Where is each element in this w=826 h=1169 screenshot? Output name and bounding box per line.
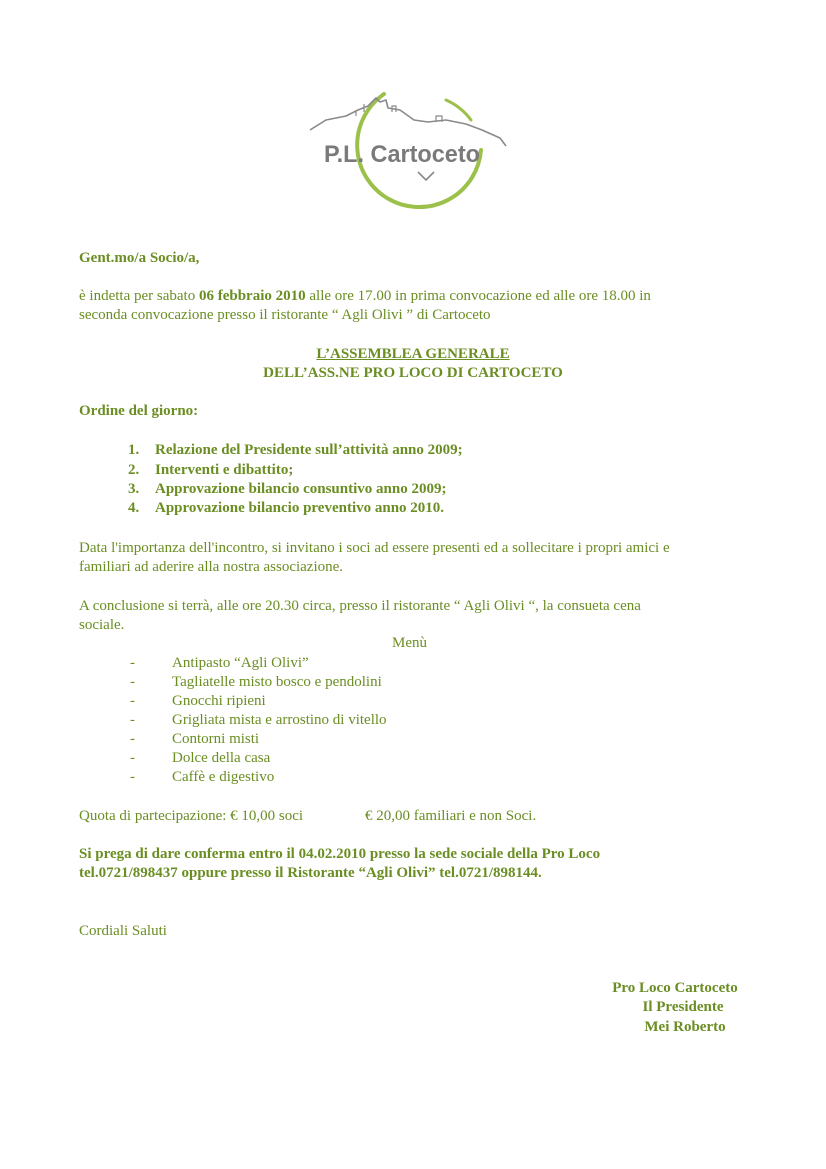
agenda-item-number: 3. [128,481,140,497]
logo-chevron [418,172,434,180]
agenda-item-number: 2. [128,462,140,478]
menu-item-text: Gnocchi ripieni [172,693,266,709]
intro-line-1 [79,287,651,306]
invite-line-2: familiari ad aderire alla nostra associazione. [79,559,344,575]
dinner-line-2: sociale. [79,617,125,633]
menu-bullet: - [130,655,135,671]
menu-bullet: - [130,693,135,709]
agenda-item-number: 4. [128,500,140,516]
assembly-heading-line-1: L’ASSEMBLEA GENERALE [316,346,510,362]
pro-loco-logo [296,80,518,216]
agenda-title: Ordine del giorno: [79,403,199,419]
confirm-line-2: tel.0721/898437 oppure presso il Ristorante “Agli Olivi” tel.0721/898144. [79,865,542,881]
intro-line-2: seconda convocazione presso il ristorante “ Agli Olivi ” di Cartoceto [79,307,491,323]
menu-item-text: Antipasto “Agli Olivi” [172,655,309,671]
closing: Cordiali Saluti [79,923,167,939]
signature-name: Mei Roberto [644,1019,726,1035]
menu-bullet: - [130,750,135,766]
logo-town-silhouette [310,98,506,146]
intro-text-start: è indetta per sabato [79,288,199,304]
menu-bullet: - [130,769,135,785]
menu-bullet: - [130,731,135,747]
signature-role: Il Presidente [642,999,724,1015]
menu-item-text: Grigliata mista e arrostino di vitello [172,712,387,728]
fee-members: Quota di partecipazione: € 10,00 soci [79,808,304,824]
logo-text: P.L. Cartoceto [324,141,480,168]
menu-item-text: Tagliatelle misto bosco e pendolini [172,674,382,690]
menu-item-text: Contorni misti [172,731,260,747]
meeting-date: 06 febbraio 2010 [198,288,306,304]
menu-title: Menù [392,635,427,651]
confirm-line-1: Si prega di dare conferma entro il 04.02.2010 presso la sede sociale della Pro Loco [79,846,601,862]
logo-circle-arc-inner [446,100,471,120]
greeting: Gent.mo/a Socio/a, [79,250,200,266]
menu-item-text: Dolce della casa [172,750,271,766]
agenda-item-text: Relazione del Presidente sull’attività anno 2009; [155,442,463,458]
assembly-heading-line-2: DELL’ASS.NE PRO LOCO DI CARTOCETO [263,365,563,381]
invite-line-1: Data l'importanza dell'incontro, si invitano i soci ad essere presenti ed a sollecitare i propri amici e [79,540,670,556]
menu-bullet: - [130,674,135,690]
signature-org: Pro Loco Cartoceto [612,980,738,996]
dinner-line-1: A conclusione si terrà, alle ore 20.30 circa, presso il ristorante “ Agli Olivi “, la consueta cena [79,598,641,614]
menu-item-text: Caffè e digestivo [172,769,275,785]
agenda-item-text: Interventi e dibattito; [155,462,294,478]
agenda-item-number: 1. [128,442,140,458]
agenda-item-text: Approvazione bilancio consuntivo anno 2009; [155,481,447,497]
agenda-item-text: Approvazione bilancio preventivo anno 2010. [155,500,445,516]
intro-text-end: alle ore 17.00 in prima convocazione ed alle ore 18.00 in [305,288,651,304]
fee-non-members: € 20,00 familiari e non Soci. [365,808,537,824]
menu-bullet: - [130,712,135,728]
